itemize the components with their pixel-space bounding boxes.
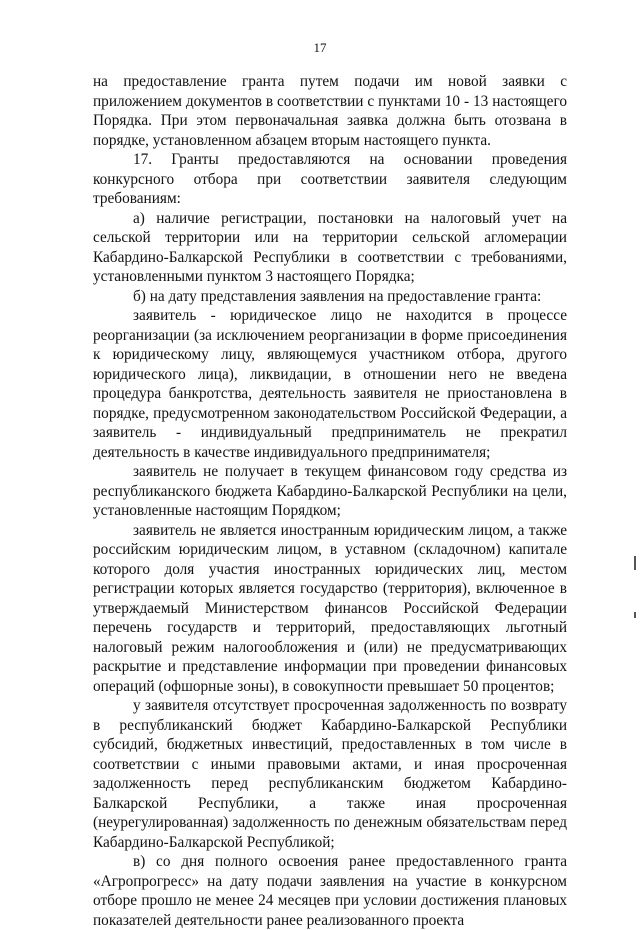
- document-body: [93, 72, 567, 930]
- paragraph-budget-funds: заявитель не получает в текущем финансовом году средства из республиканского бюджета Кабардино-Балкарской Республики на цели, установленные настоящим Порядком;: [93, 463, 567, 519]
- paragraph-subitem-b: б) на дату представления заявления на предоставление гранта:: [133, 287, 542, 305]
- paragraph-continuation: на предоставление гранта путем подачи им новой заявки с приложением документов в соответствии с пунктами 10 - 13 настоящего Порядка. При этом первоначальная заявка должна быть отозвана в порядке, установленном абзацем вторым настоящего пункта.: [93, 73, 567, 149]
- paragraph-subitem-a: а) наличие регистрации, постановки на налоговый учет на сельской территории или на территории сельской агломерации Кабардино-Балкарской Республики в соответствии с требованиями, установленными пунктом 3 настоящего Порядка;: [93, 209, 567, 285]
- scan-edge-mark: [634, 556, 636, 570]
- paragraph-item-17: 17. Гранты предоставляются на основании проведения конкурсного отбора при соответствии заявителя следующим требованиям:: [93, 151, 567, 207]
- scan-edge-mark: [634, 612, 636, 618]
- page-number: 17: [313, 40, 327, 55]
- paragraph-subitem-v: в) со дня полного освоения ранее предоставленного гранта «Агропрогресс» на дату подачи заявления на участие в конкурсном отборе прошло не менее 24 месяцев при условии достижения плановых показателей деятельности ранее реализованного проекта: [93, 853, 567, 929]
- paragraph-reorganization: заявитель - юридическое лицо не находится в процессе реорганизации (за исключением реорганизации в форме присоединения к юридическому лицу, являющемуся участником отбора, другого юридического лица), ликвидации, в отношении него не введена процедура банкротства, деятельность заявителя не приостановлена в порядке, предусмотренном законодательством Российской Федерации, а заявитель - индивидуальный предприниматель не прекратил деятельность в качестве индивидуального предпринимателя;: [93, 307, 567, 461]
- paragraph-debt: у заявителя отсутствует просроченная задолженность по возврату в республиканский бюджет Кабардино-Балкарской Республики субсидий, бюджетных инвестиций, предоставленных в том числе в соответствии с иными правовыми актами, и иная просроченная задолженность перед республиканским бюджетом Кабардино-Балкарской Республики, а также иная просроченная (неурегулированная) задолженность по денежным обязательствам перед Кабардино-Балкарской Республикой;: [93, 697, 567, 851]
- paragraph-foreign-entity: заявитель не является иностранным юридическим лицом, а также российским юридическим лицом, в уставном (складочном) капитале которого доля участия иностранных юридических лиц, местом регистрации которых является государство (территория), включенное в утверждаемый Министерством финансов Российской Федерации перечень государств и территорий, предоставляющих льготный налоговый режим налогообложения и (или) не предусматривающих раскрытие и представление информации при проведении финансовых операций (офшорные зоны), в совокупности превышает 50 процентов;: [93, 521, 567, 695]
